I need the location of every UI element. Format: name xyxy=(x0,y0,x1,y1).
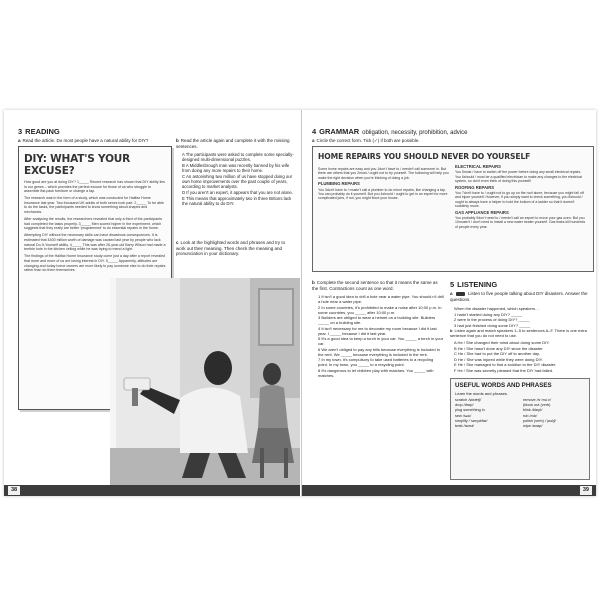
article-paragraph: Attempting DIY without the necessary skills can have disastrous consequences. It is estimated that £400 million worth of damage was caused last year by people who lack natural Do-It-Yourself ability. 4_____ This was after 26-year-old Barry Wilson had made a terrible hole in the kitchen ceiling while he was trying to mend a light. xyxy=(24,233,166,252)
repairs-heading: PLUMBING REPAIRS xyxy=(318,181,360,187)
listening-task-b: b Listen again and match speakers 1–5 to sentences A–F. There is one extra sentence that you do not need to use. xyxy=(450,328,587,338)
right-page xyxy=(302,110,596,496)
useful-words-intro: Learn the words and phrases. xyxy=(455,391,508,396)
home-repairs-headline: HOME REPAIRS YOU SHOULD NEVER DO YOURSELF xyxy=(318,152,531,161)
reading-section-title: 3 READING xyxy=(18,127,60,136)
useful-words-box xyxy=(450,378,590,480)
question-item: 3 had just finished doing some DIY? _____ xyxy=(454,322,531,328)
article-paragraph: The research was in the form of a study, which was conducted for Halifax Home Insurance last year. Two thousand UK adults of both sexes took part. 2_____ To be able to do the tasks, the participants needed to know something about shapes and mechanics. xyxy=(24,196,164,215)
exercise-item: 6 We aren't obliged to pay any bills because everything is included in the rent. We _____ because everything is included in the rent. xyxy=(318,346,440,357)
word-item: simplify /ˈsɪmplɪfaɪ/ xyxy=(455,418,488,423)
match-item: C He / She had to put the DIY off to another day. xyxy=(454,351,540,356)
exercise-item: 7 In my town, it's compulsory to take used batteries to a recycling point. In my town, you _____ to a recycling point. xyxy=(318,357,434,367)
repairs-column-right xyxy=(455,163,587,231)
useful-words-grid xyxy=(451,398,589,429)
reading-task-c: c Look at the highlighted words and phrases and try to work out their meaning. Then check the meaning and pronunciation in your dictionary. xyxy=(176,240,286,257)
useful-words-title: USEFUL WORDS AND PHRASES xyxy=(455,382,552,389)
repairs-heading: GAS APPLIANCE REPAIRS xyxy=(455,209,509,215)
exercise-item: 1 It isn't a good idea to drill a hole near a water pipe. You should n't drill a hole near a water pipe. xyxy=(318,294,444,304)
reading-task-b: b Read the article again and complete it with the missing sentences. xyxy=(176,138,290,149)
article-paragraph: How good are you at doing DIY? 1_____ Recent research has shown that DIY ability lies in our genes – which provides the perfect excuse for those of us who struggle to assemble flat-pack furniture or change a tap. xyxy=(24,180,165,194)
option-item: E This means that approximately two in three Britons lack the natural ability to do DIY. xyxy=(182,195,292,206)
article-body xyxy=(19,180,171,273)
option-item: C An astonishing two million of us have stopped doing our own home improvements over the past couple of years, according to market analysts. xyxy=(182,173,293,190)
repairs-heading: ROOFING REPAIRS xyxy=(455,184,495,190)
listening-section-title: 5 LISTENING xyxy=(450,280,498,289)
exercise-item: 8 It's dangerous to let children play with matches. You _____ with matches. xyxy=(318,367,434,378)
repairs-text: You 7don't have to / ought not to go up on the roof alone, because you might fall off and injure yourself. However, if you simply want to check something, you 8should / ought to always have a helper to hold the bottom of a ladder so that it doesn't suddenly move. xyxy=(455,191,584,209)
repairs-text: You probably 9don't need to / needn't call an expert to move your gas oven. But you 10mustn't / don't need to install a new water heater yourself. Gas leaks kill hundreds of people every year. xyxy=(455,216,586,229)
listening-matches xyxy=(454,340,590,373)
word-item: twist /twɪst/ xyxy=(455,424,474,429)
audio-icon[interactable] xyxy=(456,292,465,296)
repairs-column-left xyxy=(318,167,450,203)
diy-photo-illustration xyxy=(110,278,300,486)
repairs-text: You 3don't have to / mustn't call a plumber to do minor repairs, like changing a tap. You can probably do it yourself. But you 4should / ought to get in an expert for more complicated jobs, if not, you might flood your house. xyxy=(318,187,448,201)
repairs-intro: Some home repairs are easy and you 1don't have to / needn't call someone in. But there are others that you 2must / ought not to try yourself. The following will help you make the right decision when you're thinking of doing a job. xyxy=(318,167,449,180)
repairs-text: You 5must / have to switch off the power before doing any small electrical repairs. You 6should / must be a qualified electrician to make any changes to the electrical system, so don't even think of doing this yourself! xyxy=(455,170,582,184)
word-item: scratch /skrætʃ/ xyxy=(455,398,482,402)
question-item: 1 hadn't started doing any DIY? _____ xyxy=(454,311,523,317)
word-item: drop /drɒp/ xyxy=(455,403,474,408)
right-footer-bar xyxy=(302,485,596,496)
word-item: blink /blɪŋk/ xyxy=(523,408,543,413)
option-item: A The participants were asked to complete some specially-designed multi-dimensional puzzles. xyxy=(182,152,294,163)
exercise-item: 5 It's a good idea to keep a torch in your car. You _____ a torch in your car. xyxy=(318,336,444,346)
grammar-task-a: a Circle the correct form. Tick (✓) if both are possible. xyxy=(312,138,420,143)
repairs-heading: ELECTRICAL REPAIRS xyxy=(455,164,501,169)
option-item: D If you aren't an expert, it appears that you are not alone. xyxy=(182,189,293,195)
article-paragraph: The findings of the Halifax Home Insurance study come just a day after a report revealed that more and more of us are losing interest in DIY. 5_____ Apparently, attitudes are changing and today home owners are more likely to pay someone else to do their repairs rather than do them themselves. xyxy=(24,254,166,273)
missing-sentence-options xyxy=(182,152,294,207)
listening-questions xyxy=(454,306,590,328)
diy-photo xyxy=(110,278,300,486)
textbook-spread xyxy=(4,110,596,496)
match-item: E He / She managed to find a solution to the DIY disaster. xyxy=(454,362,557,367)
word-item: plug something in xyxy=(455,408,485,413)
exercise-item: 3 Builders are obliged to wear a helmet on a building site. Builders _____ on a building site. xyxy=(318,315,436,325)
rewrite-exercise xyxy=(318,294,444,378)
option-item: B A Middlesbrough man was recently banned by his wife from doing any more repairs to their home. xyxy=(182,162,290,174)
left-page-number: 38 xyxy=(8,486,20,495)
match-item: D He / She was injured while they were doing DIY. xyxy=(454,356,543,362)
match-item: F He / She was secretly pleased that the DIY had failed. xyxy=(454,367,554,373)
word-item: wipe /waɪp/ xyxy=(523,424,543,429)
left-page xyxy=(4,110,300,496)
left-footer-bar xyxy=(4,485,300,496)
reading-task-a: a Read the article. Do most people have a natural ability for DIY? xyxy=(18,138,149,143)
article-headline: DIY: WHAT'S YOUR EXCUSE? xyxy=(24,153,131,177)
article-paragraph: After analysing the results, the researchers revealed that only a third of the participants had completed the tasks properly. 3_____ Men scored higher in the experiment, which suggests that they really are better 'programmed' to do essential repairs in the home. xyxy=(24,217,163,231)
exercise-item: 2 In some countries, it's prohibited to make a noise after 10:00 p.m. In some countries, you _____ after 10:00 p.m. xyxy=(318,304,442,315)
word-item: remove /rɪˈmuːv/ xyxy=(523,398,551,402)
grammar-task-b: b Complete the second sentence so that it means the same as the first. Contractions count as one word. xyxy=(312,280,438,291)
listening-task-a: a Listen to five people talking about DIY disasters. Answer the questions. xyxy=(450,291,588,302)
right-page-number: 39 xyxy=(580,486,592,495)
exercise-item: 4 It isn't necessary for me to decorate my room because I did it last year. I _____ because I did it last year. xyxy=(318,325,437,336)
match-item: B He / She hasn't done any DIY since the disaster. xyxy=(454,345,544,351)
word-item: rub /rʌb/ xyxy=(523,413,537,418)
question-item: 2 were in the process of doing DIY? _____ xyxy=(454,317,530,322)
home-repairs-box xyxy=(312,146,594,272)
word-item: (block out (verb) xyxy=(523,403,551,408)
match-item: A He / She changed their mind about doing some DIY. xyxy=(454,340,550,345)
questions-intro: When the disaster happened, which speakers… xyxy=(454,306,539,311)
word-item: sew /səʊ/ xyxy=(455,413,472,418)
grammar-section-title: 4 GRAMMAR obligation, necessity, prohibition, advice xyxy=(312,127,468,136)
word-item: polish (verb) /ˈpɒlɪʃ/ xyxy=(523,418,556,423)
